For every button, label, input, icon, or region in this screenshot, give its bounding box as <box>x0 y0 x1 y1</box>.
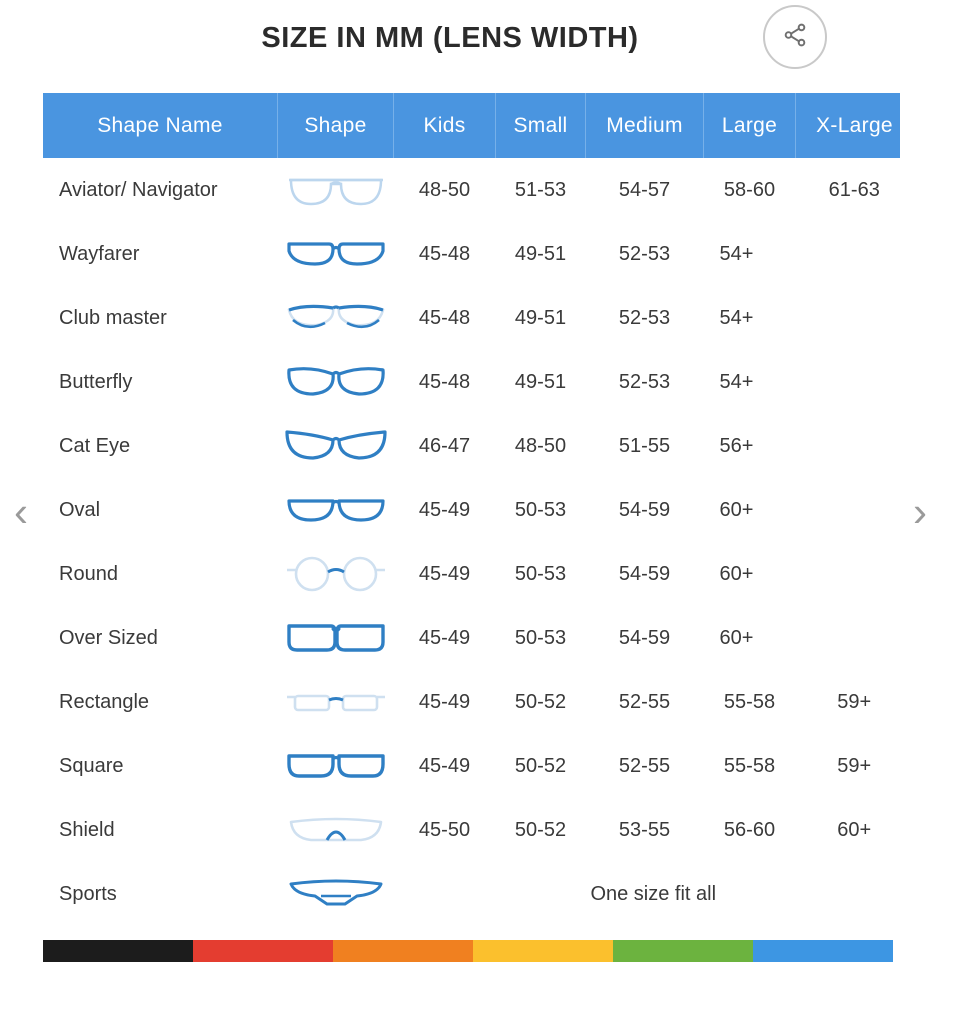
cell-kids: 45-49 <box>418 626 471 649</box>
cell-kids: 45-48 <box>418 370 471 393</box>
table-header <box>43 93 913 158</box>
cell-x-large <box>796 606 914 670</box>
cell-x-large <box>796 222 914 286</box>
table-row <box>43 286 913 350</box>
aviator-icon <box>278 158 394 222</box>
butterfly-icon <box>278 350 394 414</box>
cell-shape-name: Butterfly <box>59 370 133 393</box>
cell-large: 60+ <box>719 498 754 521</box>
cell-small: 48-50 <box>514 434 567 457</box>
oversized-icon <box>278 606 394 670</box>
column-header-shape: Shape <box>278 93 394 158</box>
cell-medium: 52-55 <box>618 754 671 777</box>
column-header-medium: Medium <box>586 93 704 158</box>
cell-small: 50-53 <box>514 498 567 521</box>
table-row <box>43 734 913 798</box>
square-icon <box>278 734 394 798</box>
cell-x-large: 60+ <box>837 818 872 841</box>
cell-medium: 52-55 <box>618 690 671 713</box>
cell-x-large: 59+ <box>837 690 872 713</box>
cell-medium: 54-59 <box>618 562 671 585</box>
cell-medium: 53-55 <box>618 818 671 841</box>
table-row <box>43 606 913 670</box>
table-row <box>43 222 913 286</box>
column-header-large: Large <box>704 93 796 158</box>
cell-small: 50-53 <box>514 562 567 585</box>
round-icon <box>278 542 394 606</box>
table-row <box>43 798 913 862</box>
cell-large: 56+ <box>719 434 754 457</box>
cell-kids: 45-48 <box>418 306 471 329</box>
cell-large: 55-58 <box>723 690 776 713</box>
table-row <box>43 158 913 222</box>
cell-x-large <box>796 414 914 478</box>
cell-large: 56-60 <box>723 818 776 841</box>
cell-shape-name: Round <box>59 562 118 585</box>
cell-x-large <box>796 286 914 350</box>
cell-shape-name: Over Sized <box>59 626 158 649</box>
column-header-kids: Kids <box>394 93 496 158</box>
cell-large: 60+ <box>719 562 754 585</box>
cell-shape-name: Club master <box>59 306 167 329</box>
cell-shape-name: Rectangle <box>59 690 150 713</box>
cell-medium: 54-59 <box>618 498 671 521</box>
cell-small: 49-51 <box>514 306 567 329</box>
cell-shape-name: Wayfarer <box>59 242 140 265</box>
cell-x-large: 59+ <box>837 754 872 777</box>
clubmaster-icon <box>278 286 394 350</box>
cell-kids: 45-49 <box>418 754 471 777</box>
cell-large: 58-60 <box>723 178 776 201</box>
cell-small: 50-52 <box>514 690 567 713</box>
cell-x-large <box>796 542 914 606</box>
strip-segment-green <box>613 940 753 962</box>
cell-medium: 54-59 <box>618 626 671 649</box>
share-icon <box>782 22 808 53</box>
cell-shape-name: Oval <box>59 498 101 521</box>
cell-medium: 52-53 <box>618 306 671 329</box>
prev-arrow-button[interactable]: ‹ <box>14 488 28 535</box>
cell-x-large <box>796 478 914 542</box>
right-gutter <box>900 0 957 1024</box>
table-row <box>43 542 913 606</box>
cell-small: 50-53 <box>514 626 567 649</box>
cell-kids: 45-49 <box>418 498 471 521</box>
cell-shape-name: Shield <box>59 818 115 841</box>
rectangle-icon <box>278 670 394 734</box>
table-row <box>43 670 913 734</box>
column-header-small: Small <box>496 93 586 158</box>
cell-kids: 45-48 <box>418 242 471 265</box>
cell-large: 54+ <box>719 370 754 393</box>
table-row <box>43 414 913 478</box>
table-header-row <box>43 93 913 158</box>
sports-icon <box>278 862 394 926</box>
cell-shape-name: Square <box>59 754 124 777</box>
cell-one-size: One size fit all <box>590 882 717 905</box>
cell-kids: 45-49 <box>418 562 471 585</box>
cell-x-large <box>796 350 914 414</box>
strip-segment-yellow <box>473 940 613 962</box>
strip-segment-black <box>43 940 193 962</box>
cell-large: 54+ <box>719 306 754 329</box>
cell-small: 49-51 <box>514 370 567 393</box>
shield-icon <box>278 798 394 862</box>
cell-kids: 46-47 <box>418 434 471 457</box>
cell-shape-name: Cat Eye <box>59 434 131 457</box>
column-header-x-large: X-Large <box>796 93 914 158</box>
cell-small: 51-53 <box>514 178 567 201</box>
cell-shape-name: Sports <box>59 882 117 905</box>
cell-medium: 52-53 <box>618 242 671 265</box>
column-header-shape-name: Shape Name <box>43 93 278 158</box>
cell-kids: 48-50 <box>418 178 471 201</box>
cell-shape-name: Aviator/ Navigator <box>59 178 218 201</box>
cell-x-large: 61-63 <box>828 178 880 201</box>
color-strip <box>43 940 893 962</box>
wayfarer-icon <box>278 222 394 286</box>
cell-large: 60+ <box>719 626 754 649</box>
cell-kids: 45-49 <box>418 690 471 713</box>
next-arrow-button[interactable]: › <box>913 488 927 535</box>
page-title: SIZE IN MM (LENS WIDTH) <box>261 22 639 54</box>
table-body <box>43 158 913 926</box>
cell-small: 49-51 <box>514 242 567 265</box>
cell-kids: 45-50 <box>418 818 471 841</box>
cateye-icon <box>278 414 394 478</box>
cell-medium: 52-53 <box>618 370 671 393</box>
cell-medium: 51-55 <box>618 434 671 457</box>
strip-segment-orange <box>333 940 473 962</box>
table-row <box>43 862 913 926</box>
table-row <box>43 350 913 414</box>
cell-large: 55-58 <box>723 754 776 777</box>
strip-segment-red <box>193 940 333 962</box>
share-button[interactable] <box>763 5 827 69</box>
size-chart-table <box>43 93 913 926</box>
cell-medium: 54-57 <box>618 178 671 201</box>
strip-segment-blue <box>753 940 893 962</box>
oval-icon <box>278 478 394 542</box>
cell-small: 50-52 <box>514 818 567 841</box>
cell-large: 54+ <box>719 242 754 265</box>
cell-small: 50-52 <box>514 754 567 777</box>
table-row <box>43 478 913 542</box>
